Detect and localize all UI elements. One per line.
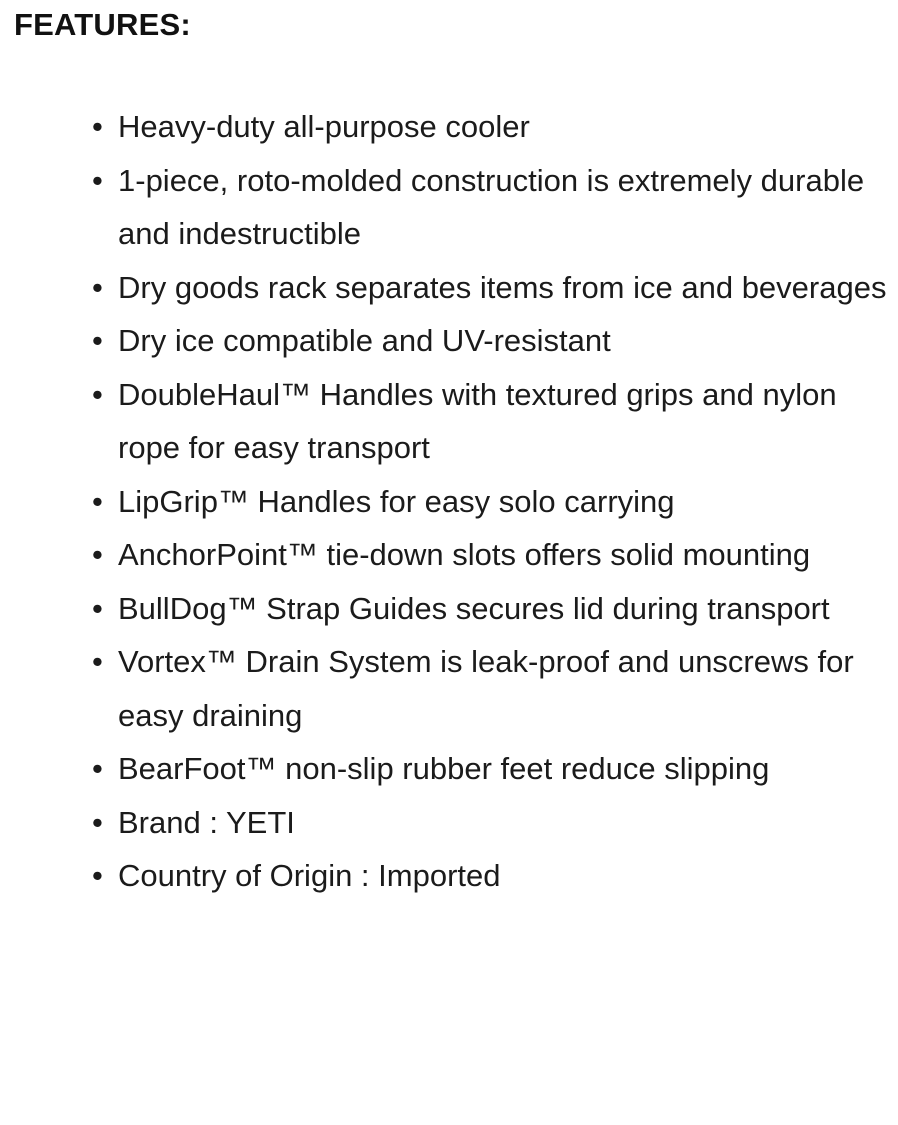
page-title: FEATURES: xyxy=(14,7,191,42)
list-item xyxy=(0,475,898,529)
bullet-icon: • xyxy=(92,269,103,305)
list-item-text: Country of Origin : Imported xyxy=(118,858,501,893)
bullet-icon: • xyxy=(92,858,103,893)
list-item xyxy=(0,314,898,368)
bullet-icon: • xyxy=(92,751,103,786)
list-item-text: 1-piece, roto-molded construction is extremely durable and indestructible xyxy=(118,162,865,251)
list-item xyxy=(0,849,898,903)
list-item xyxy=(0,635,898,742)
list-item xyxy=(0,261,898,315)
list-item-text: LipGrip™ Handles for easy solo carrying xyxy=(118,483,675,519)
list-item xyxy=(0,796,898,850)
bullet-icon: • xyxy=(92,537,103,572)
bullet-icon: • xyxy=(92,376,103,412)
list-item-text: Heavy-duty all-purpose cooler xyxy=(118,109,530,144)
list-item-text: Brand : YETI xyxy=(118,804,295,840)
list-item-text: DoubleHaul™ Handles with textured grips and nylon rope for easy transport xyxy=(118,376,837,465)
list-item-text: BullDog™ Strap Guides secures lid during transport xyxy=(118,590,830,626)
list-item xyxy=(0,582,898,636)
bullet-icon: • xyxy=(92,483,103,519)
list-item xyxy=(0,368,898,475)
list-item xyxy=(0,100,898,154)
bullet-icon: • xyxy=(92,644,103,679)
bullet-icon: • xyxy=(92,162,103,198)
list-item xyxy=(0,154,898,261)
bullet-icon: • xyxy=(92,804,103,840)
list-item-text: AnchorPoint™ tie-down slots offers solid mounting xyxy=(118,537,811,572)
list-item-text: Dry ice compatible and UV-resistant xyxy=(118,323,611,358)
list-item-text: Vortex™ Drain System is leak-proof and unscrews for easy draining xyxy=(118,644,854,733)
bullet-icon: • xyxy=(92,109,103,144)
bullet-icon: • xyxy=(92,323,103,358)
list-item-text: Dry goods rack separates items from ice and beverages xyxy=(118,269,887,305)
features-list xyxy=(0,100,898,903)
list-item xyxy=(0,742,898,796)
bullet-icon: • xyxy=(92,590,103,626)
list-item xyxy=(0,528,898,582)
list-item-text: BearFoot™ non-slip rubber feet reduce slipping xyxy=(118,751,770,786)
